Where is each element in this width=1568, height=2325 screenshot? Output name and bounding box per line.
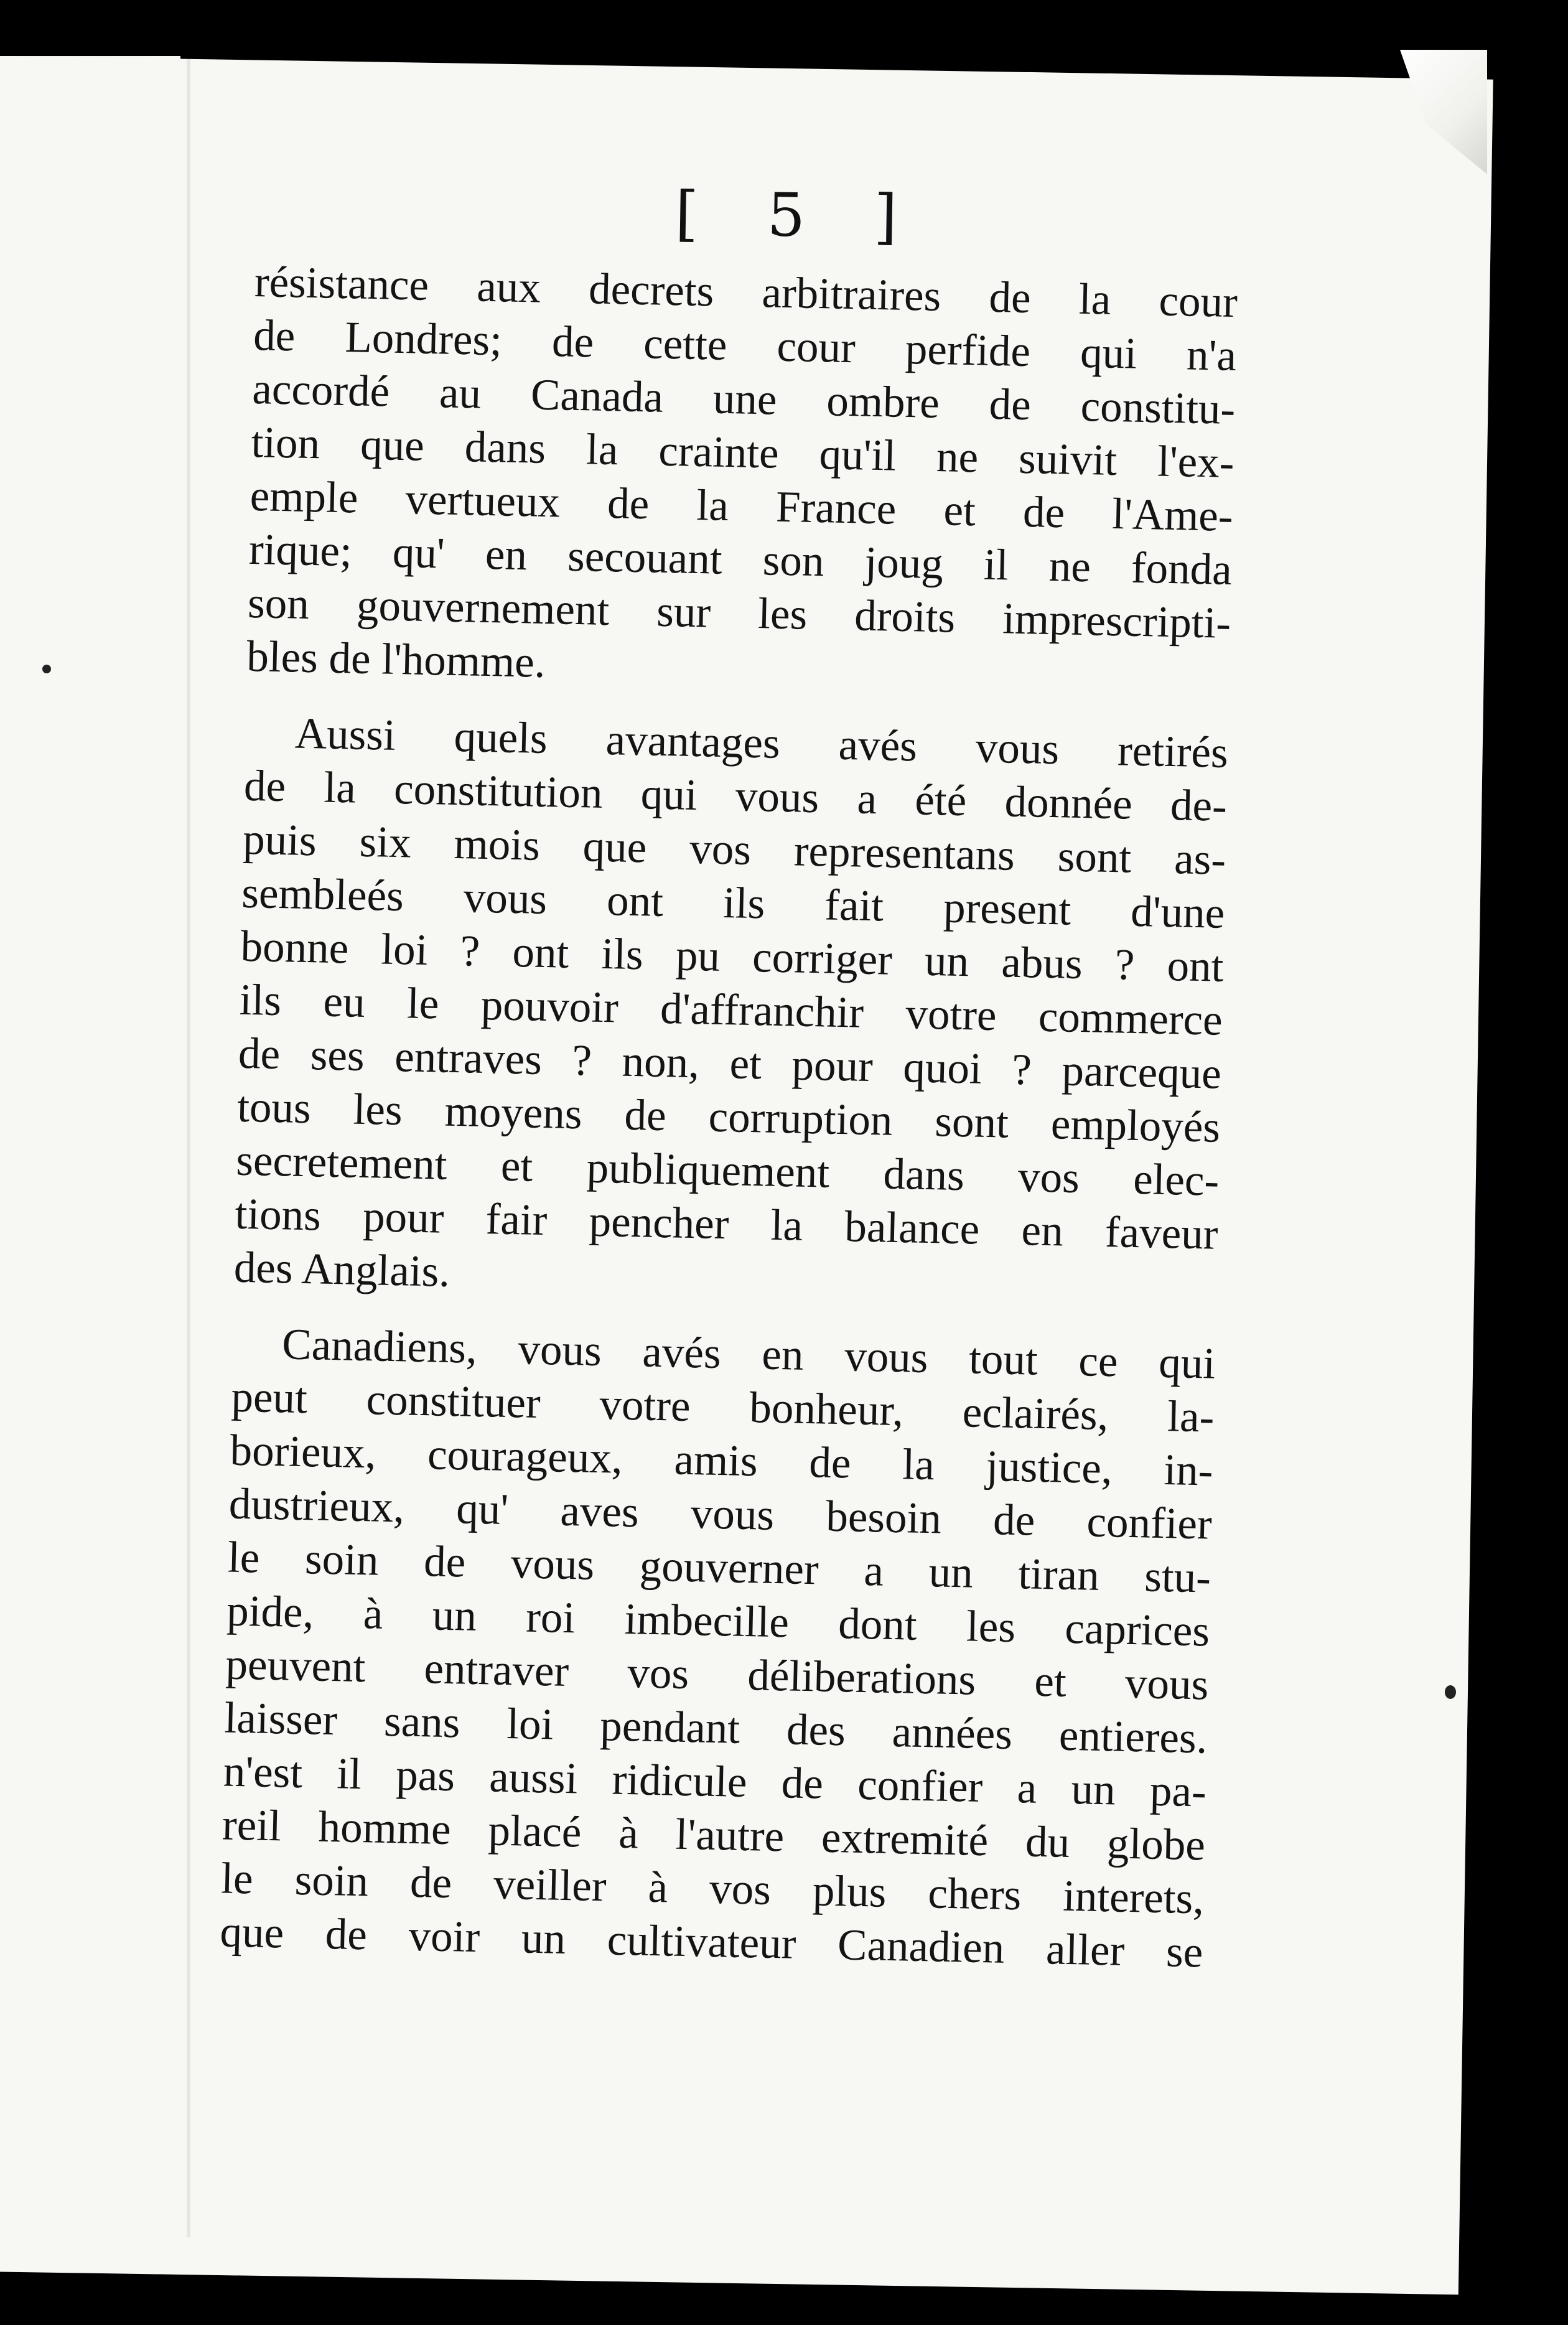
paragraph-1 bbox=[246, 255, 1238, 704]
text-line: reil homme placé à l'autre extremité du globe bbox=[222, 1800, 1206, 1870]
text-line: secretement et publiquement dans vos elec- bbox=[235, 1136, 1220, 1205]
page-gutter bbox=[187, 59, 190, 2237]
text-line: tion que dans la crainte qu'il ne suivit l'ex- bbox=[250, 418, 1235, 488]
text-line: que de voir un cultivateur Canadien aller se bbox=[219, 1907, 1204, 1977]
text-line: Canadiens, vous avés en vous tout ce qui bbox=[281, 1320, 1216, 1388]
paragraph-3 bbox=[220, 1317, 1216, 1980]
text-line: peut constituer votre bonheur, eclairés, la- bbox=[230, 1372, 1215, 1442]
text-line: tions pour fair pencher la balance en faveur bbox=[234, 1189, 1219, 1259]
text-line: laisser sans loi pendant des années entieres. bbox=[223, 1693, 1208, 1763]
text-line: puis six mois que vos representans sont as- bbox=[242, 815, 1226, 884]
text-line: n'est il pas aussi ridicule de confier a un pa- bbox=[223, 1747, 1207, 1817]
text-line: tous les moyens de corruption sont employés bbox=[236, 1082, 1221, 1152]
text-line: de la constitution qui vous a été donnée de- bbox=[243, 761, 1228, 831]
text-line: de Londres; de cette cour perfide qui n'a bbox=[253, 311, 1237, 381]
text-line: le soin de veiller à vos plus chers interets, bbox=[220, 1854, 1205, 1924]
text-line: bonne loi ? ont ils pu corriger un abus ? ont bbox=[240, 922, 1225, 991]
text-line: accordé au Canada une ombre de constitu- bbox=[251, 364, 1236, 434]
ink-speck-left bbox=[42, 665, 51, 673]
text-line: ils eu le pouvoir d'affranchir votre commerce bbox=[239, 975, 1223, 1045]
text-line: bles de l'homme. bbox=[246, 632, 546, 687]
text-line: pide, à un roi imbecille dont les caprices bbox=[226, 1586, 1210, 1656]
text-line: dustrieux, qu' aves vous besoin de confier bbox=[228, 1479, 1213, 1549]
paragraph-2 bbox=[233, 706, 1228, 1315]
text-line: son gouvernement sur les droits imprescripti- bbox=[247, 578, 1231, 648]
text-line: Aussi quels avantages avés vous retirés bbox=[294, 709, 1229, 777]
text-line: emple vertueux de la France et de l'Ame- bbox=[250, 471, 1234, 541]
text-line: borieux, courageux, amis de la justice, in- bbox=[229, 1426, 1214, 1495]
text-line: des Anglais. bbox=[233, 1243, 450, 1296]
body-text bbox=[219, 255, 1238, 2001]
text-line: de ses entraves ? non, et pour quoi ? parceque bbox=[238, 1029, 1222, 1098]
ink-speck-right bbox=[1445, 1685, 1456, 1699]
text-line: sembleés vous ont ils fait present d'une bbox=[241, 868, 1226, 938]
text-line: le soin de vous gouverner a un tiran stu- bbox=[227, 1533, 1211, 1602]
text-line: résistance aux decrets arbitraires de la cour bbox=[254, 257, 1238, 327]
text-line: peuvent entraver vos déliberations et vous bbox=[225, 1640, 1210, 1710]
page-number: [ 5 ] bbox=[674, 178, 923, 253]
text-line: rique; qu' en secouant son joug il ne fonda bbox=[248, 525, 1233, 594]
